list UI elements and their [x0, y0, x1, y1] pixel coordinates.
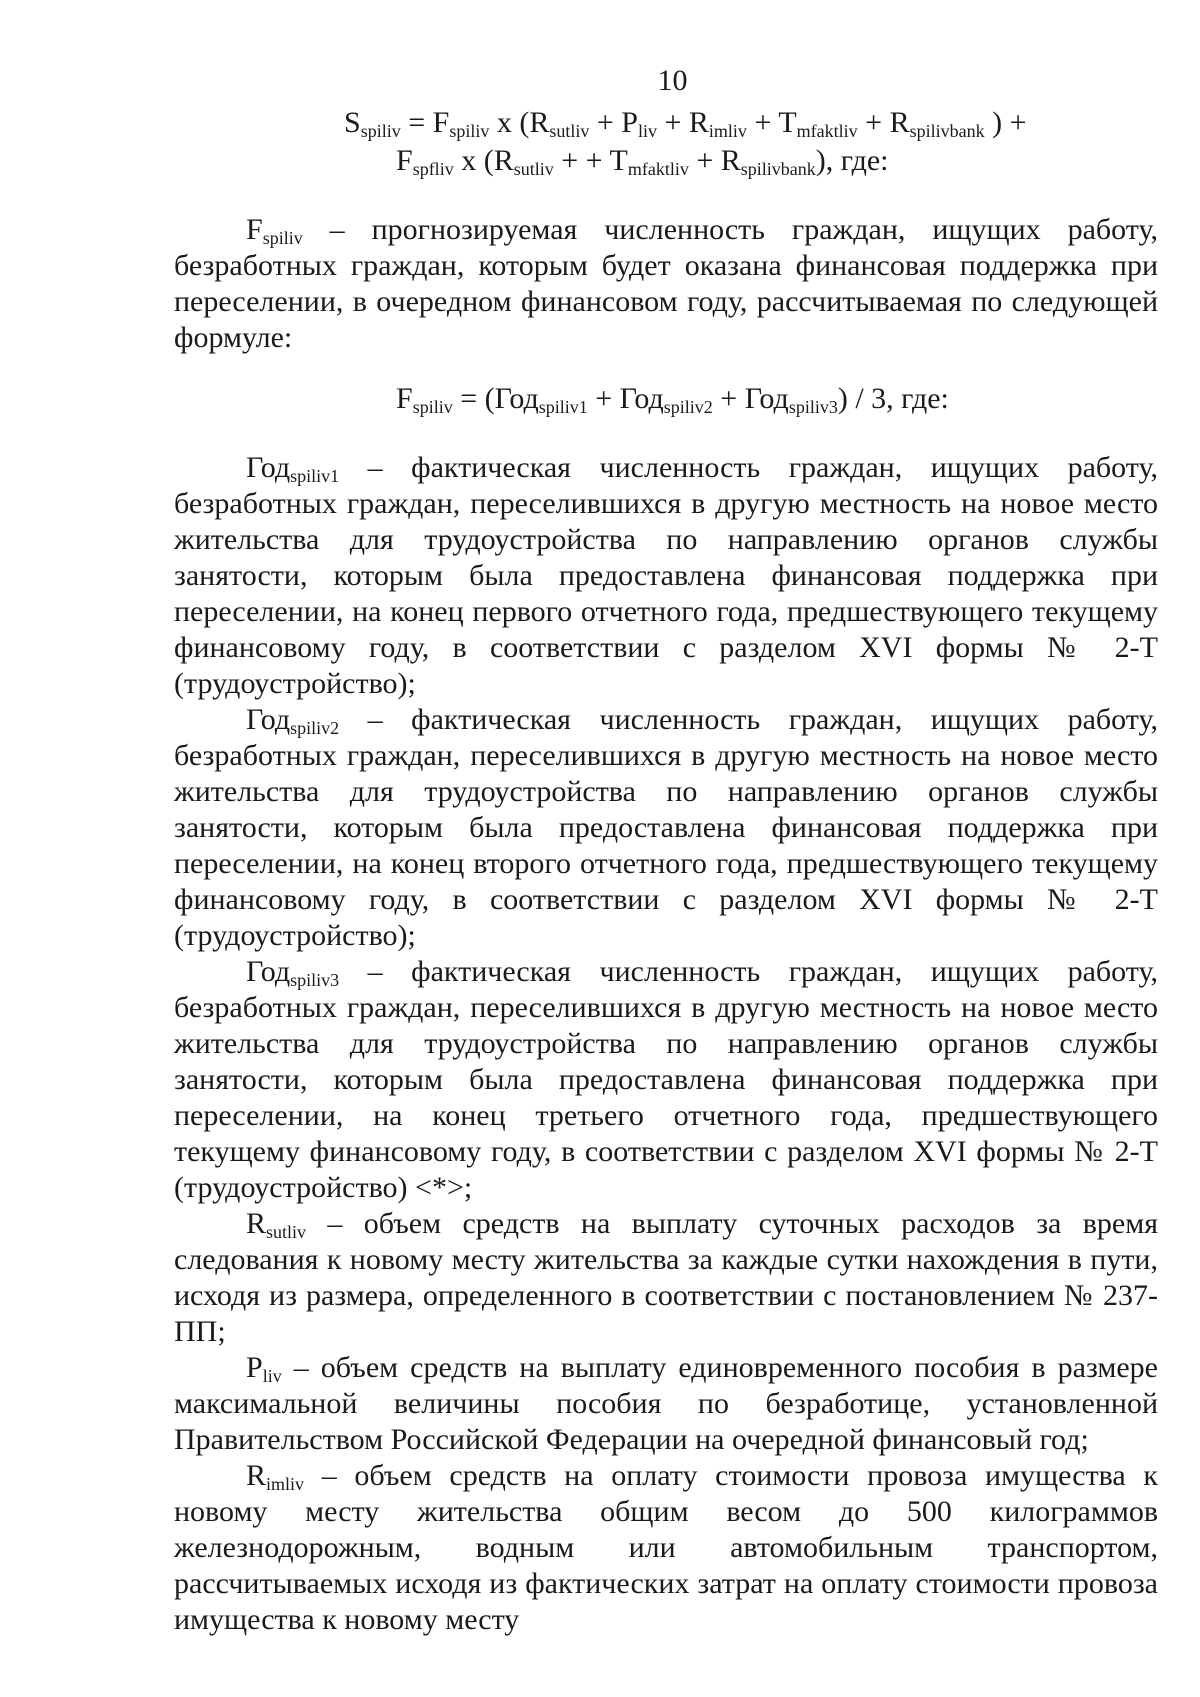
god-spiliv1-term: Год$_{spiliv1}$ [246, 451, 340, 486]
god-spiliv3-term: Год$_{spiliv3}$ [246, 955, 340, 990]
page-number: 10 [657, 64, 688, 97]
fspiliv-definition-block [174, 212, 1158, 356]
formula-sspiliv-line-1: $S_{spiliv} = F_{spiliv}$ x ($R_{sutliv} + P_{liv} + R_{imliv} + T_{mfaktliv} + R_{spilivbank}$ ) + [344, 106, 1027, 141]
rimliv-definition: $R_{imliv}$ – объем средств на оплату стоимости провоза имущества к новому месту жительства общим весом до 500 килограммов железнодорожным, водным или автомобильным транспортом, рассчитываемых исходя из фактических затрат на оплату стоимости провоза имущества к новому месту [174, 1459, 1158, 1636]
god-spiliv3-definition: Год$_{spiliv3}$ – фактическая численность граждан, ищущих работу, безработных граждан, переселившихся в другую местность на новое место жительства для трудоустройства по направлению органов службы занятости, которым была предоставлена финансовая поддержка при переселении, на конец третьего отчетного года, предшествующего текущему финансовому году, в соответствии с разделом XVI формы № 2-Т (трудоустройство) <*>; [174, 955, 1158, 1204]
rsutliv-term: $R_{sutliv}$ [246, 1207, 307, 1242]
fspiliv-definition: $F_{spiliv}$ – прогнозируемая численность граждан, ищущих работу, безработных граждан, которым будет оказана финансовая поддержка при переселении, в очередном финансовом году, рассчитываемая по следующей формуле: [174, 213, 1158, 354]
formula-sspiliv-line-2: $F_{spfliv}$ x ($R_{sutliv}$ + + $T_{mfaktliv} + R_{spilivbank}$), где: [396, 144, 889, 179]
rimliv-term: $R_{imliv}$ [246, 1459, 305, 1494]
god-spiliv2-definition: Год$_{spiliv2}$ – фактическая численность граждан, ищущих работу, безработных граждан, переселившихся в другую местность на новое место жительства для трудоустройства по направлению органов службы занятости, которым была предоставлена финансовая поддержка при переселении, на конец второго отчетного года, предшествующего текущему финансовому году, в соответствии с разделом XVI формы № 2-Т (трудоустройство); [174, 703, 1158, 952]
rsutliv-definition: $R_{sutliv}$ – объем средств на выплату суточных расходов за время следования к новому месту жительства за каждые сутки нахождения в пути, исходя из размера, определенного в соответствии с постановлением № 237-ПП; [174, 1207, 1158, 1348]
pliv-term: $P_{liv}$ [246, 1351, 282, 1386]
formula-fspiliv: $F_{spiliv} = (Год_{spiliv1} + Год_{spiliv2} + Год_{spiliv3}) / 3$, где: [396, 382, 949, 417]
god-spiliv1-definition: Год$_{spiliv1}$ – фактическая численность граждан, ищущих работу, безработных граждан, переселившихся в другую местность на новое место жительства для трудоустройства по направлению органов службы занятости, которым была предоставлена финансовая поддержка при переселении, на конец первого отчетного года, предшествующего текущему финансовому году, в соответствии с разделом XVI формы № 2-Т (трудоустройство); [174, 451, 1158, 700]
pliv-definition: $P_{liv}$ – объем средств на выплату единовременного пособия в размере максимальной величины пособия по безработице, установленной Правительством Российской Федерации на очередной финансовый год; [174, 1351, 1158, 1456]
god-spiliv2-term: Год$_{spiliv2}$ [246, 703, 340, 738]
definitions-block [174, 450, 1158, 1638]
fspiliv-term: $F_{spiliv}$ [246, 213, 303, 248]
